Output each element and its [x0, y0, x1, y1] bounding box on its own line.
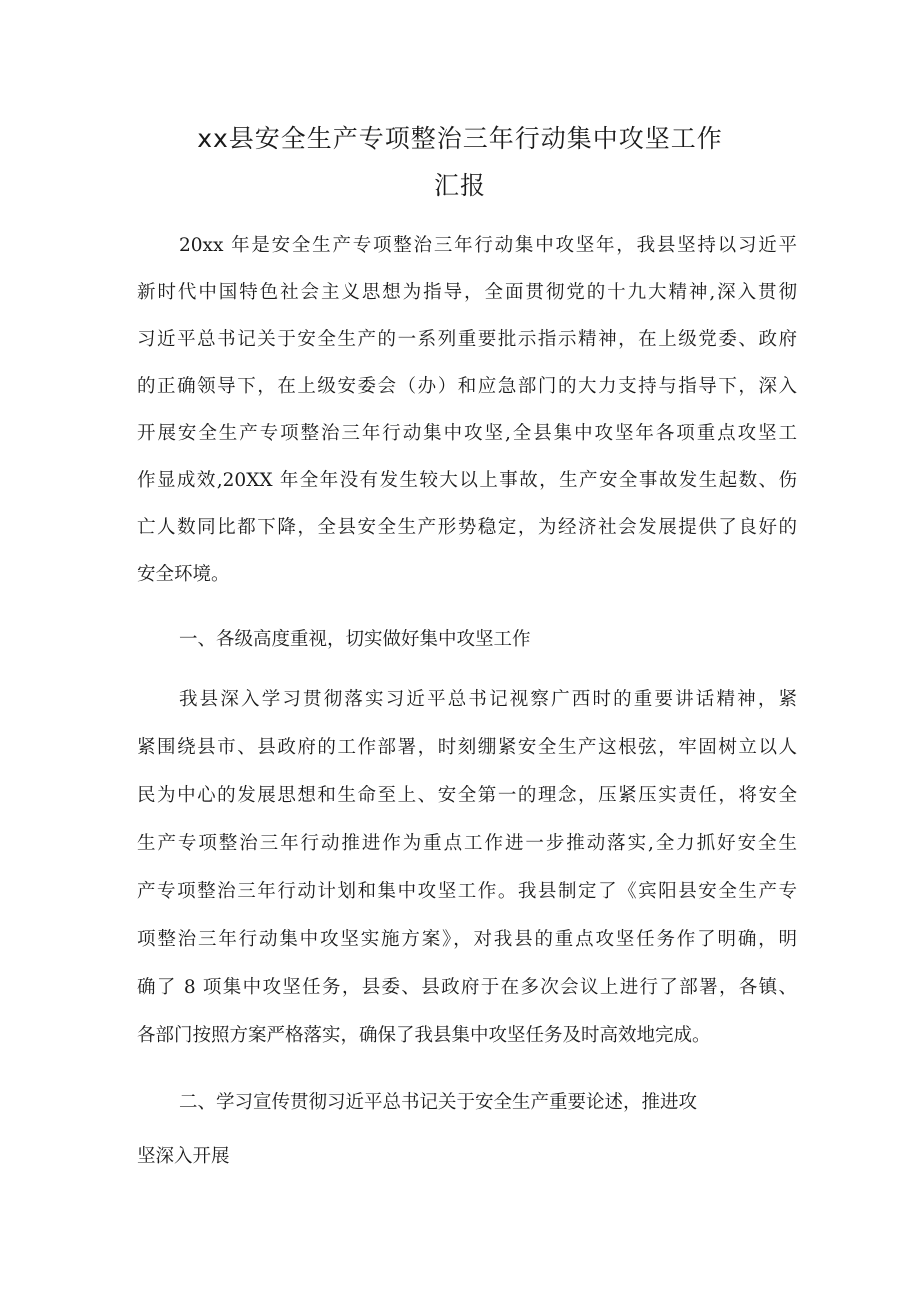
- paragraph-line: 产专项整治三年行动计划和集中攻坚工作。我县制定了《宾阳县安全生产专: [137, 881, 797, 902]
- section-heading-2: 二、学习宣传贯彻习近平总书记关于安全生产重要论述，推进攻: [179, 1092, 698, 1113]
- paragraph-line: 作显成效,20XX 年全年没有发生较大以上事故，生产安全事故发生起数、伤: [137, 470, 797, 491]
- paragraph-line: 我县深入学习贯彻落实习近平总书记视察广西时的重要讲话精神，紧: [179, 689, 797, 710]
- paragraph-line: 新时代中国特色社会主义思想为指导，全面贯彻党的十九大精神,深入贯彻: [137, 282, 797, 303]
- paragraph-line: 紧围绕县市、县政府的工作部署，时刻绷紧安全生产这根弦，牢固树立以人: [137, 737, 797, 758]
- section-heading-2-continued: 坚深入开展: [137, 1146, 230, 1167]
- paragraph-line: 安全环境。: [137, 564, 230, 585]
- document-title-line-2: 汇报: [433, 171, 486, 200]
- paragraph-line: 的正确领导下，在上级安委会（办）和应急部门的大力支持与指导下，深入: [137, 376, 797, 397]
- paragraph-line: 生产专项整治三年行动推进作为重点工作进一步推动落实,全力抓好安全生: [137, 833, 797, 854]
- paragraph-line: 各部门按照方案严格落实，确保了我县集中攻坚任务及时高效地完成。: [137, 1025, 711, 1046]
- paragraph-line: 亡人数同比都下降，全县安全生产形势稳定，为经济社会发展提供了良好的: [137, 517, 797, 538]
- paragraph-line: 开展安全生产专项整治三年行动集中攻坚,全县集中攻坚年各项重点攻坚工: [137, 423, 797, 444]
- paragraph-line: 确了 8 项集中攻坚任务，县委、县政府于在多次会议上进行了部署，各镇、: [137, 977, 797, 998]
- paragraph-line: 习近平总书记关于安全生产的一系列重要批示指示精神，在上级党委、政府: [137, 329, 797, 350]
- paragraph-line: 20xx 年是安全生产专项整治三年行动集中攻坚年，我县坚持以习近平: [179, 235, 797, 256]
- document-title-line-1: xx县安全生产专项整治三年行动集中攻坚工作: [197, 124, 723, 153]
- section-heading-1: 一、各级高度重视，切实做好集中攻坚工作: [179, 629, 531, 650]
- paragraph-line: 民为中心的发展思想和生命至上、安全第一的理念，压紧压实责任，将安全: [137, 785, 797, 806]
- paragraph-line: 项整治三年行动集中攻坚实施方案》，对我县的重点攻坚任务作了明确，明: [137, 929, 797, 950]
